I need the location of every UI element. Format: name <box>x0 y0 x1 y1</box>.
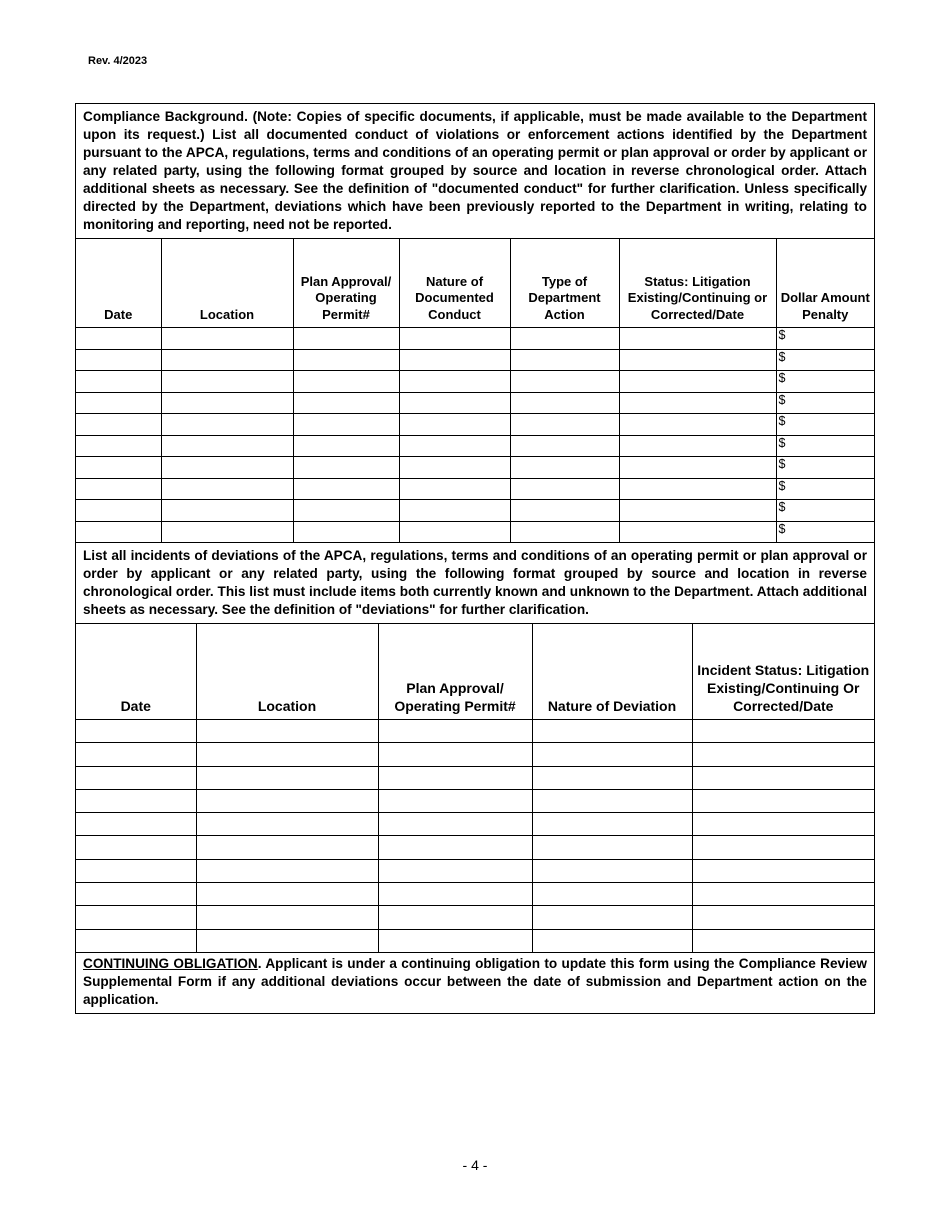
documented-conduct-table <box>76 238 874 543</box>
table-cell[interactable] <box>619 457 776 479</box>
table-cell[interactable] <box>161 521 293 543</box>
table-cell[interactable] <box>532 906 692 929</box>
table-cell[interactable] <box>196 859 378 882</box>
table-cell[interactable] <box>692 883 874 906</box>
table-cell[interactable] <box>293 414 399 436</box>
table-cell[interactable] <box>293 457 399 479</box>
table-cell[interactable] <box>76 813 196 836</box>
table-cell[interactable] <box>293 349 399 371</box>
table-cell[interactable] <box>161 435 293 457</box>
table-row <box>76 521 874 543</box>
table-cell[interactable] <box>161 371 293 393</box>
table-row <box>76 392 874 414</box>
column-header: Date <box>76 624 196 720</box>
table-row <box>76 859 874 882</box>
table-row <box>76 435 874 457</box>
table-cell[interactable]: $ <box>776 478 874 500</box>
table-cell[interactable] <box>378 743 532 766</box>
table-cell[interactable] <box>399 435 510 457</box>
continuing-obligation-body: . Applicant is under a continuing obligation to update this form using the Compliance Review Supplemental Form if any additional deviations occur between the date of submission and Department action on the application. <box>83 955 867 1007</box>
table-cell[interactable] <box>378 906 532 929</box>
table-cell[interactable]: $ <box>776 328 874 350</box>
table-row <box>76 836 874 859</box>
table-cell[interactable] <box>161 328 293 350</box>
table-cell[interactable] <box>293 435 399 457</box>
revision-label: Rev. 4/2023 <box>88 55 148 67</box>
table-cell[interactable] <box>161 349 293 371</box>
table-cell[interactable] <box>196 789 378 812</box>
table-row <box>76 789 874 812</box>
table-cell[interactable] <box>378 813 532 836</box>
table-cell[interactable]: $ <box>776 371 874 393</box>
table-cell[interactable] <box>692 836 874 859</box>
table-cell[interactable]: $ <box>776 435 874 457</box>
table-row <box>76 500 874 522</box>
table-cell[interactable] <box>293 500 399 522</box>
table-cell[interactable] <box>378 789 532 812</box>
page-number: - 4 - <box>462 1157 488 1173</box>
table-cell[interactable] <box>196 906 378 929</box>
table-cell[interactable] <box>196 720 378 743</box>
table-row <box>76 906 874 929</box>
table-cell[interactable] <box>196 836 378 859</box>
table-row <box>76 813 874 836</box>
table-cell[interactable] <box>76 720 196 743</box>
table-cell[interactable] <box>293 371 399 393</box>
table-cell[interactable] <box>76 883 196 906</box>
column-header: Nature of Deviation <box>532 624 692 720</box>
deviations-instructions-text: List all incidents of deviations of the APCA, regulations, terms and conditions of an operating permit or plan approval or order by applicant or any related party, using the following format grouped by source and location in reverse chronological order. This list must include items both currently known and unknown to the Department. Attach additional sheets as necessary. See the definition of "deviations" for further clarification. <box>83 548 867 617</box>
column-header: Incident Status: Litigation Existing/Continuing Or Corrected/Date <box>692 624 874 720</box>
table-cell[interactable] <box>76 906 196 929</box>
table-cell[interactable] <box>619 414 776 436</box>
table-cell[interactable] <box>399 371 510 393</box>
table-row <box>76 929 874 952</box>
table-cell[interactable] <box>161 500 293 522</box>
table-cell[interactable] <box>76 371 161 393</box>
table-cell[interactable] <box>692 929 874 952</box>
table-cell[interactable] <box>161 414 293 436</box>
table-row <box>76 371 874 393</box>
table-cell[interactable] <box>619 478 776 500</box>
table-cell[interactable] <box>293 328 399 350</box>
table-cell[interactable] <box>399 500 510 522</box>
column-header: Plan Approval/ Operating Permit# <box>293 239 399 328</box>
table-cell[interactable] <box>76 766 196 789</box>
table-cell[interactable] <box>399 328 510 350</box>
table-cell[interactable] <box>76 859 196 882</box>
table-cell[interactable] <box>293 478 399 500</box>
table-cell[interactable] <box>378 720 532 743</box>
table-row <box>76 720 874 743</box>
column-header: Nature of Documented Conduct <box>399 239 510 328</box>
table-cell[interactable] <box>619 500 776 522</box>
table-cell[interactable] <box>378 836 532 859</box>
table-cell[interactable] <box>76 349 161 371</box>
table-cell[interactable] <box>76 435 161 457</box>
column-header: Dollar Amount Penalty <box>776 239 874 328</box>
table-cell[interactable] <box>692 859 874 882</box>
table-cell[interactable]: $ <box>776 349 874 371</box>
table-cell[interactable] <box>532 813 692 836</box>
table-cell[interactable] <box>692 743 874 766</box>
continuing-obligation-text <box>76 953 874 1013</box>
table-cell[interactable]: $ <box>776 457 874 479</box>
table-cell[interactable] <box>76 500 161 522</box>
table-cell[interactable] <box>76 521 161 543</box>
column-header: Status: Litigation Existing/Continuing or Corrected/Date <box>619 239 776 328</box>
table-cell[interactable] <box>399 521 510 543</box>
table-cell[interactable]: $ <box>776 521 874 543</box>
table-row <box>76 478 874 500</box>
table-cell[interactable] <box>293 521 399 543</box>
table-cell[interactable] <box>619 371 776 393</box>
compliance-form <box>75 103 875 1014</box>
table-cell[interactable] <box>76 392 161 414</box>
table-row <box>76 883 874 906</box>
table-cell[interactable] <box>161 392 293 414</box>
column-header: Location <box>196 624 378 720</box>
table-cell[interactable] <box>532 859 692 882</box>
table-cell[interactable] <box>510 435 619 457</box>
table-cell[interactable] <box>510 478 619 500</box>
table-row <box>76 328 874 350</box>
table-cell[interactable] <box>692 906 874 929</box>
table-row <box>76 457 874 479</box>
deviations-table <box>76 623 874 953</box>
table-cell[interactable] <box>76 743 196 766</box>
table-cell[interactable]: $ <box>776 500 874 522</box>
table-cell[interactable] <box>399 392 510 414</box>
table-cell[interactable] <box>196 883 378 906</box>
table-cell[interactable] <box>196 929 378 952</box>
table-cell[interactable] <box>196 766 378 789</box>
table-cell[interactable] <box>399 349 510 371</box>
table-cell[interactable] <box>532 836 692 859</box>
column-header: Date <box>76 239 161 328</box>
table-cell[interactable] <box>692 789 874 812</box>
table-cell[interactable] <box>619 328 776 350</box>
table-cell[interactable] <box>532 883 692 906</box>
table-cell[interactable] <box>196 743 378 766</box>
table-cell[interactable] <box>161 478 293 500</box>
table-cell[interactable] <box>532 720 692 743</box>
table-cell[interactable] <box>619 521 776 543</box>
table-cell[interactable] <box>378 766 532 789</box>
table-cell[interactable] <box>293 392 399 414</box>
compliance-background-text: Compliance Background. (Note: Copies of specific documents, if applicable, must be made available to the Department upon its request.) List all documented conduct of violations or enforcement actions identified by the Department pursuant to the APCA, regulations, terms and conditions of an operating permit or plan approval or order by applicant or any related party, using the following format grouped by source and location in reverse chronological order. Attach additional sheets as necessary. See the definition of "documented conduct" for further clarification. Unless specifically directed by the Department, deviations which have been previously reported to the Department in writing, relating to monitoring and reporting, need not be reported. <box>83 109 867 232</box>
column-header: Location <box>161 239 293 328</box>
column-header: Type of Department Action <box>510 239 619 328</box>
table-cell[interactable]: $ <box>776 414 874 436</box>
column-header: Plan Approval/ Operating Permit# <box>378 624 532 720</box>
table-cell[interactable] <box>76 414 161 436</box>
table-cell[interactable] <box>510 414 619 436</box>
table-cell[interactable] <box>619 349 776 371</box>
table-row <box>76 414 874 436</box>
table-cell[interactable] <box>76 789 196 812</box>
table-row <box>76 766 874 789</box>
table-cell[interactable] <box>510 371 619 393</box>
table-row <box>76 743 874 766</box>
continuing-obligation-heading: CONTINUING OBLIGATION <box>83 955 258 971</box>
table-cell[interactable] <box>76 457 161 479</box>
table-cell[interactable] <box>619 392 776 414</box>
table-cell[interactable] <box>161 457 293 479</box>
table-cell[interactable] <box>510 349 619 371</box>
table-cell[interactable] <box>378 883 532 906</box>
table-cell[interactable] <box>532 766 692 789</box>
table-cell[interactable] <box>692 720 874 743</box>
table-cell[interactable] <box>532 743 692 766</box>
table-cell[interactable] <box>619 435 776 457</box>
table-cell[interactable] <box>399 457 510 479</box>
table-cell[interactable] <box>510 328 619 350</box>
table-cell[interactable] <box>76 836 196 859</box>
table-cell[interactable] <box>196 813 378 836</box>
table-cell[interactable] <box>692 766 874 789</box>
table-cell[interactable]: $ <box>776 392 874 414</box>
table-cell[interactable] <box>378 929 532 952</box>
table-cell[interactable] <box>76 929 196 952</box>
table-cell[interactable] <box>76 478 161 500</box>
table-cell[interactable] <box>399 478 510 500</box>
table-cell[interactable] <box>510 521 619 543</box>
table-cell[interactable] <box>532 789 692 812</box>
table-cell[interactable] <box>692 813 874 836</box>
table-cell[interactable] <box>76 328 161 350</box>
table-cell[interactable] <box>510 457 619 479</box>
table-cell[interactable] <box>532 929 692 952</box>
table-cell[interactable] <box>510 392 619 414</box>
table-cell[interactable] <box>378 859 532 882</box>
table-row <box>76 349 874 371</box>
table-cell[interactable] <box>399 414 510 436</box>
table-cell[interactable] <box>510 500 619 522</box>
